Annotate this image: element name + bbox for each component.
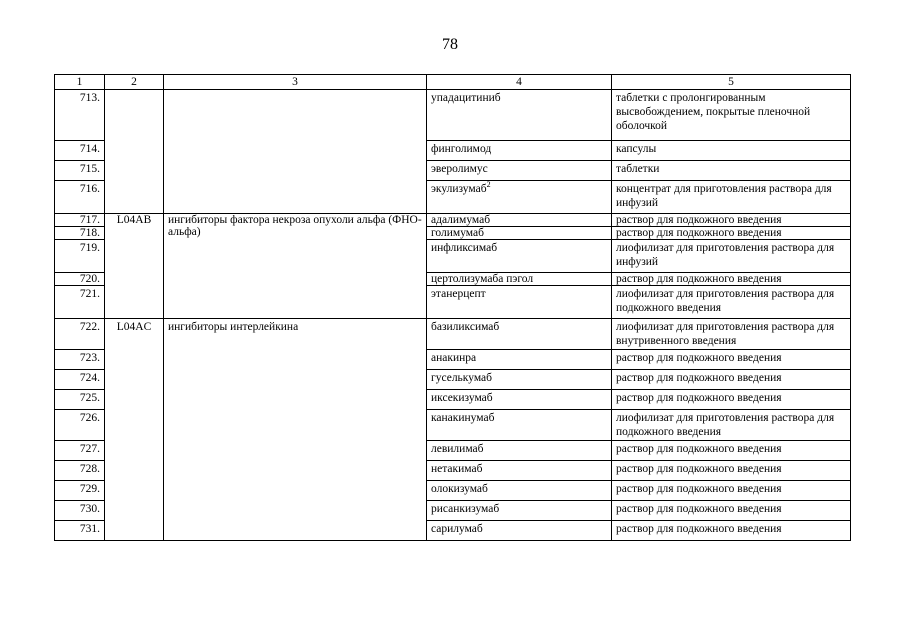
drug-table <box>54 74 851 541</box>
dosage-form: таблетки с пролонгированным высвобождением, покрытые пленочной оболочкой <box>612 90 851 141</box>
drug-name: анакинра <box>427 350 612 370</box>
dosage-form: раствор для подкожного введения <box>612 390 851 410</box>
row-number: 723. <box>55 350 105 370</box>
dosage-form: концентрат для приготовления раствора для инфузий <box>612 181 851 214</box>
table-row <box>55 319 851 350</box>
drug-name: упадацитиниб <box>427 90 612 141</box>
drug-name: финголимод <box>427 141 612 161</box>
page-number: 78 <box>442 36 458 53</box>
row-number: 729. <box>55 481 105 501</box>
drug-name: сарилумаб <box>427 521 612 541</box>
dosage-form: раствор для подкожного введения <box>612 461 851 481</box>
row-number: 713. <box>55 90 105 141</box>
row-number: 728. <box>55 461 105 481</box>
row-number: 722. <box>55 319 105 350</box>
dosage-form: лиофилизат для приготовления раствора для подкожного введения <box>612 410 851 441</box>
row-number: 717. <box>55 214 105 227</box>
row-number: 720. <box>55 273 105 286</box>
row-number: 731. <box>55 521 105 541</box>
row-number: 724. <box>55 370 105 390</box>
table-row <box>55 90 851 141</box>
dosage-form: таблетки <box>612 161 851 181</box>
dosage-form: раствор для подкожного введения <box>612 214 851 227</box>
drug-name: нетакимаб <box>427 461 612 481</box>
drug-name: этанерцепт <box>427 286 612 319</box>
dosage-form: раствор для подкожного введения <box>612 370 851 390</box>
drug-name: канакинумаб <box>427 410 612 441</box>
drug-name: экулизумаб <box>431 183 487 195</box>
column-header: 1 <box>55 75 105 90</box>
dosage-form: лиофилизат для приготовления раствора для подкожного введения <box>612 286 851 319</box>
row-number: 718. <box>55 227 105 240</box>
row-number: 714. <box>55 141 105 161</box>
group-name-cell <box>164 90 427 214</box>
group-code: L04AC <box>105 319 164 541</box>
drug-name: эверолимус <box>427 161 612 181</box>
group-code: L04AB <box>105 214 164 319</box>
dosage-form: лиофилизат для приготовления раствора для внутривенного введения <box>612 319 851 350</box>
table-row <box>55 214 851 227</box>
dosage-form: раствор для подкожного введения <box>612 273 851 286</box>
drug-name: инфликсимаб <box>427 240 612 273</box>
dosage-form: лиофилизат для приготовления раствора для инфузий <box>612 240 851 273</box>
row-number: 730. <box>55 501 105 521</box>
row-number: 719. <box>55 240 105 273</box>
drug-name: цертолизумаба пэгол <box>427 273 612 286</box>
drug-name: левилимаб <box>427 441 612 461</box>
dosage-form: капсулы <box>612 141 851 161</box>
row-number: 727. <box>55 441 105 461</box>
drug-name: иксекизумаб <box>427 390 612 410</box>
dosage-form: раствор для подкожного введения <box>612 350 851 370</box>
dosage-form: раствор для подкожного введения <box>612 521 851 541</box>
drug-name-cell <box>427 181 612 214</box>
footnote-marker: 2 <box>486 180 491 190</box>
drug-name: базиликсимаб <box>427 319 612 350</box>
drug-name: рисанкизумаб <box>427 501 612 521</box>
table-header-row <box>55 75 851 90</box>
column-header: 2 <box>105 75 164 90</box>
row-number: 716. <box>55 181 105 214</box>
drug-name: голимумаб <box>427 227 612 240</box>
group-name: ингибиторы фактора некроза опухоли альфа (ФНО-альфа) <box>164 214 427 319</box>
column-header: 4 <box>427 75 612 90</box>
column-header: 3 <box>164 75 427 90</box>
row-number: 725. <box>55 390 105 410</box>
dosage-form: раствор для подкожного введения <box>612 441 851 461</box>
drug-name: гуселькумаб <box>427 370 612 390</box>
dosage-form: раствор для подкожного введения <box>612 227 851 240</box>
row-number: 726. <box>55 410 105 441</box>
group-name: ингибиторы интерлейкина <box>164 319 427 541</box>
row-number: 715. <box>55 161 105 181</box>
column-header: 5 <box>612 75 851 90</box>
drug-name: олокизумаб <box>427 481 612 501</box>
dosage-form: раствор для подкожного введения <box>612 501 851 521</box>
drug-name: адалимумаб <box>427 214 612 227</box>
group-code-cell <box>105 90 164 214</box>
row-number: 721. <box>55 286 105 319</box>
dosage-form: раствор для подкожного введения <box>612 481 851 501</box>
